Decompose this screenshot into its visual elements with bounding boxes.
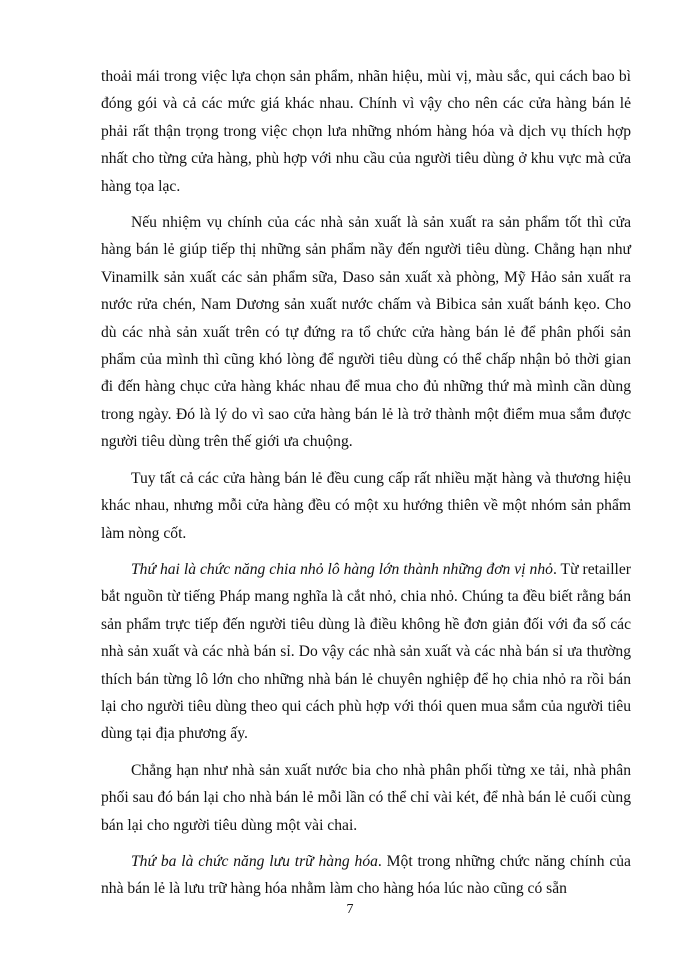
paragraph — [101, 848, 631, 903]
paragraph-text: Nếu nhiệm vụ chính của các nhà sản xuất là sản xuất ra sản phẩm tốt thì cửa hàng bán lẻ giúp tiếp thị những sản phẩm nầy đến người tiêu dùng. Chẳng hạn như Vinamilk sản xuất các sản phẩm sữa, Daso sản xuất xà phòng, Mỹ Hảo sản xuất ra nước rửa chén, Nam Dương sản xuất nước chấm và Bibica sản xuất bánh kẹo. Cho dù các nhà sản xuất trên có tự đứng ra tổ chức cửa hàng bán lẻ để phân phối sản phẩm của mình thì cũng khó lòng để người tiêu dùng có thể chấp nhận bỏ thời gian đi đến hàng chục cửa hàng khác nhau để mua cho đủ những thứ mà mình cần dùng trong ngày. Đó là lý do vì sao cửa hàng bán lẻ là trở thành một điểm mua sắm được người tiêu dùng trên thế giới ưa chuộng. — [101, 214, 631, 451]
paragraph-text: Tuy tất cả các cửa hàng bán lẻ đều cung cấp rất nhiều mặt hàng và thương hiệu khác nhau, nhưng mỗi cửa hàng đều có một xu hướng thiên về một nhóm sản phẩm làm nòng cốt. — [101, 469, 631, 542]
paragraph-text: . Từ retailler bắt nguồn từ tiếng Pháp mang nghĩa là cắt nhỏ, chia nhỏ. Chúng ta đều biết rằng bán sản phẩm trực tiếp đến người tiêu dùng là điều không hề đơn giản đối với đa số các nhà sản xuất và các nhà bán sỉ. Do vậy các nhà sản xuất và các nhà bán sỉ ưa thường thích bán từng lô lớn cho những nhà bán lẻ chuyên nghiệp để họ chia nhỏ ra rồi bán lại cho người tiêu dùng theo qui cách phù hợp với thói quen mua sắm của người tiêu dùng tại địa phương ấy. — [101, 560, 631, 743]
body-text — [101, 63, 631, 912]
paragraph — [101, 465, 631, 547]
paragraph-text: . Một trong những chức năng chính của nhà bán lẻ là lưu trữ hàng hóa nhằm làm cho hàng hóa lúc nào cũng có sẵn — [101, 852, 631, 898]
italic-lead-phrase: Thứ ba là chức năng lưu trữ hàng hóa — [131, 852, 378, 870]
italic-lead-phrase: Thứ hai là chức năng chia nhỏ lô hàng lớn thành những đơn vị nhỏ — [131, 560, 553, 578]
paragraph — [101, 556, 631, 748]
paragraph-text: Chẳng hạn như nhà sản xuất nước bia cho nhà phân phối từng xe tải, nhà phân phối sau đó bán lại cho nhà bán lẻ mỗi lần có thể chỉ vài két, để nhà bán lẻ cuối cùng bán lại cho người tiêu dùng một vài chai. — [101, 761, 631, 834]
paragraph — [101, 209, 631, 456]
paragraph — [101, 757, 631, 839]
paragraph-text: thoải mái trong việc lựa chọn sản phẩm, nhãn hiệu, mùi vị, màu sắc, qui cách bao bì đóng gói và cả các mức giá khác nhau. Chính vì vậy cho nên các cửa hàng bán lẻ phải rất thận trọng trong việc chọn lưa những nhóm hàng hóa và dịch vụ thích hợp nhất cho từng cửa hàng, phù hợp với nhu cầu của người tiêu dùng ở khu vực mà cửa hàng tọa lạc. — [101, 68, 631, 195]
paragraph — [101, 63, 631, 200]
page-number: 7 — [346, 902, 354, 917]
